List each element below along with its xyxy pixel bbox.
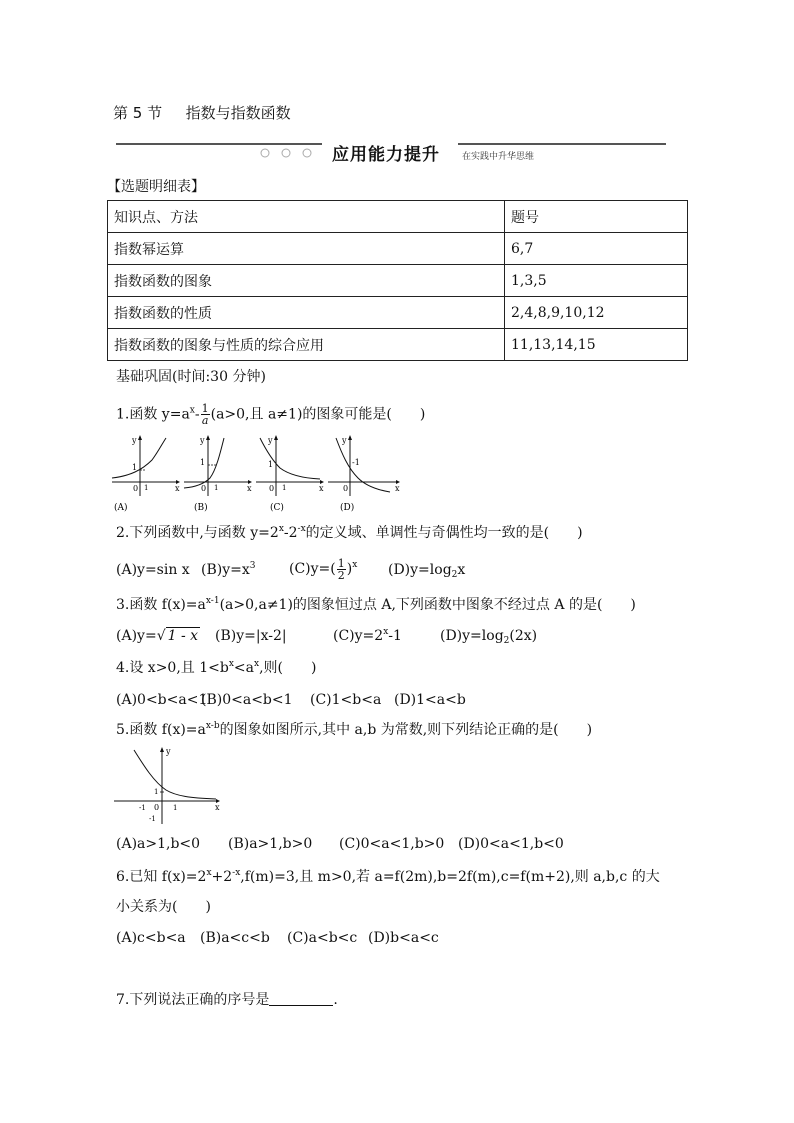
q6-mid: +2	[211, 869, 233, 885]
q2-option-b[interactable]	[201, 561, 255, 579]
q3-option-a[interactable]	[116, 627, 200, 645]
topic-table	[107, 200, 688, 361]
q6-option-d[interactable]	[368, 929, 439, 947]
q1-minus: -	[194, 406, 200, 423]
question-1	[116, 403, 425, 426]
q2-option-d-text-post: x	[457, 562, 466, 578]
q3-option-b[interactable]	[215, 627, 287, 645]
q4-option-d-text: (D)1<a<b	[394, 692, 466, 708]
q3-option-b-text: (B)y=|x-2|	[215, 628, 287, 644]
q2-mid: -2	[283, 525, 298, 541]
q1-frac-num: 1	[201, 402, 209, 415]
section-label: 基础巩固(时间:30 分钟)	[116, 369, 266, 385]
q1-frac-den: a	[201, 414, 209, 427]
tick-label: 1	[154, 788, 159, 796]
q7-text-post: .	[333, 992, 338, 1008]
q4-option-b-text: (B)0<a<b<1	[201, 692, 293, 708]
q2-text-post: 的定义域、单调性与奇偶性均一致的是( )	[305, 525, 583, 541]
axis-x-label: x	[395, 484, 400, 493]
table-caption: 【选题明细表】	[107, 179, 205, 195]
q2-option-c[interactable]	[289, 555, 357, 583]
q5-option-c[interactable]	[339, 835, 444, 853]
q4-option-a-text: (A)0<b<a<1	[116, 692, 208, 708]
q5-option-b-text: (B)a>1,b>0	[228, 836, 313, 852]
q5-option-a[interactable]	[116, 835, 200, 853]
q5-graph	[112, 744, 224, 826]
table-row	[108, 233, 688, 265]
table-header-cell: 知识点、方法	[108, 201, 505, 233]
answer-blank[interactable]	[269, 991, 333, 1006]
banner-title: 应用能力提升	[332, 145, 440, 165]
q6-text: 6.已知 f(x)=2	[116, 869, 207, 885]
q6-exp: -x	[232, 868, 241, 878]
q3-option-a-radicand: 1 - x	[167, 628, 199, 644]
axis-y-label: y	[132, 436, 137, 445]
q4-option-b[interactable]	[201, 691, 293, 709]
banner-rule-left	[116, 143, 322, 145]
q2-option-b-exp: 3	[249, 561, 256, 571]
section-number: 第 5 节	[113, 104, 163, 122]
banner-subtitle: 在实践中升华思维	[462, 152, 535, 162]
tick-label: 1	[268, 460, 274, 469]
q4-option-c[interactable]	[310, 691, 381, 709]
q4-exp: x	[228, 659, 234, 669]
q2-exp: -x	[297, 524, 306, 534]
tick-label: 1	[200, 458, 206, 467]
table-cell: 1,3,5	[505, 265, 688, 297]
q5-option-b[interactable]	[228, 835, 312, 853]
graph-label-d: (D)	[340, 503, 355, 513]
graph-a	[112, 435, 180, 513]
q5-option-a-text: (A)a>1,b<0	[116, 836, 201, 852]
q2-option-c-exp: x	[352, 560, 358, 570]
q5-option-c-text: (C)0<a<1,b>0	[339, 836, 445, 852]
q5-exp: x-b	[205, 721, 220, 731]
origin-label: 0	[269, 484, 275, 493]
q3-option-d-text: (D)y=log	[440, 628, 504, 644]
q3-option-d[interactable]	[440, 627, 537, 645]
q1-exp: x	[189, 405, 195, 416]
q1-graphs	[110, 432, 400, 514]
q3-option-c-text: (C)y=2	[333, 628, 384, 644]
q6-option-a-text: (A)c<b<a	[116, 930, 186, 946]
tick-label: 1	[173, 804, 178, 812]
question-3	[116, 596, 636, 614]
table-row	[108, 297, 688, 329]
q3-text-post: (a>0,a≠1)的图象恒过点 A,下列函数中图象不经过点 A 的是( )	[219, 597, 636, 613]
table-row	[108, 329, 688, 361]
axis-y-label: y	[268, 436, 273, 445]
q2-option-d[interactable]	[388, 561, 465, 579]
graph-c	[256, 435, 324, 513]
tick-label: -1	[139, 804, 146, 812]
axis-y-label: y	[166, 747, 171, 756]
table-header-row	[108, 201, 688, 233]
banner-rule-right	[458, 143, 666, 145]
origin-label: 0	[154, 803, 160, 812]
tick-label: -1	[352, 458, 360, 467]
origin-label: 0	[343, 484, 349, 493]
question-4	[116, 659, 316, 677]
graph-label-c: (C)	[270, 503, 284, 513]
q5-option-d-text: (D)0<a<1,b<0	[458, 836, 564, 852]
graph-label-b: (B)	[194, 503, 208, 513]
question-5	[116, 721, 592, 739]
axis-x-label: x	[215, 803, 220, 812]
table-cell: 指数函数的图象	[108, 265, 505, 297]
q6-option-c-text: (C)a<b<c	[287, 930, 358, 946]
tick-label: 1	[144, 484, 149, 492]
q5-text-post: 的图象如图所示,其中 a,b 为常数,则下列结论正确的是( )	[219, 722, 593, 738]
q2-option-c-fraction	[337, 558, 346, 581]
table-cell: 11,13,14,15	[505, 329, 688, 361]
q3-option-c-exp: x	[383, 627, 389, 637]
q1-text-post: (a>0,且 a≠1)的图象可能是( )	[210, 406, 426, 423]
q2-option-c-paren: )	[346, 561, 353, 577]
q2-option-a[interactable]	[116, 561, 190, 579]
tick-label: 1	[282, 484, 287, 492]
frac-den: 2	[337, 568, 345, 582]
graph-b	[184, 435, 252, 513]
q6-option-c[interactable]	[287, 929, 357, 947]
q5-option-d[interactable]	[458, 835, 564, 853]
q2-option-a-text: (A)y=sin x	[116, 562, 190, 578]
q2-text: 2.下列函数中,与函数 y=2	[116, 525, 279, 541]
q2-option-d-text: (D)y=log	[388, 562, 452, 578]
q1-text: 1.函数 y=a	[116, 406, 190, 423]
q4-text: 4.设 x>0,且 1<b	[116, 660, 229, 676]
q7-text: 7.下列说法正确的序号是	[116, 992, 270, 1008]
table-row	[108, 265, 688, 297]
table-cell: 指数幂运算	[108, 233, 505, 265]
axis-y-label: y	[200, 436, 205, 445]
q6-option-d-text: (D)b<a<c	[368, 930, 439, 946]
q4-exp: x	[254, 659, 260, 669]
table-cell: 2,4,8,9,10,12	[505, 297, 688, 329]
tick-label: 1	[214, 484, 219, 492]
q6-option-b[interactable]	[200, 929, 270, 947]
section-title: 指数与指数函数	[185, 104, 291, 122]
q3-option-a-text: (A)y=	[116, 628, 157, 644]
table-cell: 指数函数的图象与性质的综合应用	[108, 329, 505, 361]
q6-option-b-text: (B)a<c<b	[200, 930, 270, 946]
sqrt-icon: √	[156, 628, 166, 644]
q2-option-d-sub: 2	[451, 570, 458, 580]
axis-y-label: y	[342, 436, 347, 445]
question-7	[116, 991, 338, 1009]
axis-x-label: x	[319, 484, 324, 493]
q3-exp: x-1	[205, 596, 220, 606]
axis-x-label: x	[247, 484, 252, 493]
q6-exp: x	[206, 868, 212, 878]
tick-label: -1	[149, 815, 156, 823]
q6-option-a[interactable]	[116, 929, 186, 947]
q4-text-post: ,则( )	[259, 660, 317, 676]
table-cell: 6,7	[505, 233, 688, 265]
frac-num: 1	[337, 556, 345, 570]
q4-option-c-text: (C)1<b<a	[310, 692, 382, 708]
table-header-cell: 题号	[505, 201, 688, 233]
origin-label: 0	[201, 484, 207, 493]
q2-exp: x	[278, 524, 284, 534]
q3-text: 3.函数 f(x)=a	[116, 597, 206, 613]
graph-d	[328, 435, 400, 513]
table-cell: 指数函数的性质	[108, 297, 505, 329]
q3-option-d-text-post: (2x)	[509, 628, 538, 644]
q1-fraction	[201, 403, 210, 426]
q5-text: 5.函数 f(x)=a	[116, 722, 206, 738]
q4-option-d[interactable]	[394, 691, 466, 709]
q4-option-a[interactable]	[116, 691, 207, 709]
question-2	[116, 524, 583, 542]
q6-text-post: ,f(m)=3,且 m>0,若 a=f(2m),b=2f(m),c=f(m+2),则 a,b,c 的大	[240, 869, 660, 885]
axis-x-label: x	[175, 484, 180, 493]
q3-option-d-sub: 2	[503, 636, 510, 646]
q2-option-b-text: (B)y=x	[201, 562, 250, 578]
section-header	[113, 102, 291, 123]
question-6-line2: 小关系为( )	[116, 899, 211, 915]
origin-label: 0	[133, 484, 139, 493]
q3-option-c-text-post: -1	[388, 628, 402, 644]
tick-label: 1	[132, 463, 138, 472]
graph-label-a: (A)	[114, 503, 128, 513]
question-6	[116, 868, 660, 886]
q4-mid: <a	[233, 660, 254, 676]
banner-dots-icon	[258, 146, 322, 160]
q3-option-c[interactable]	[333, 627, 402, 645]
q2-option-c-text: (C)y=(	[289, 561, 336, 577]
